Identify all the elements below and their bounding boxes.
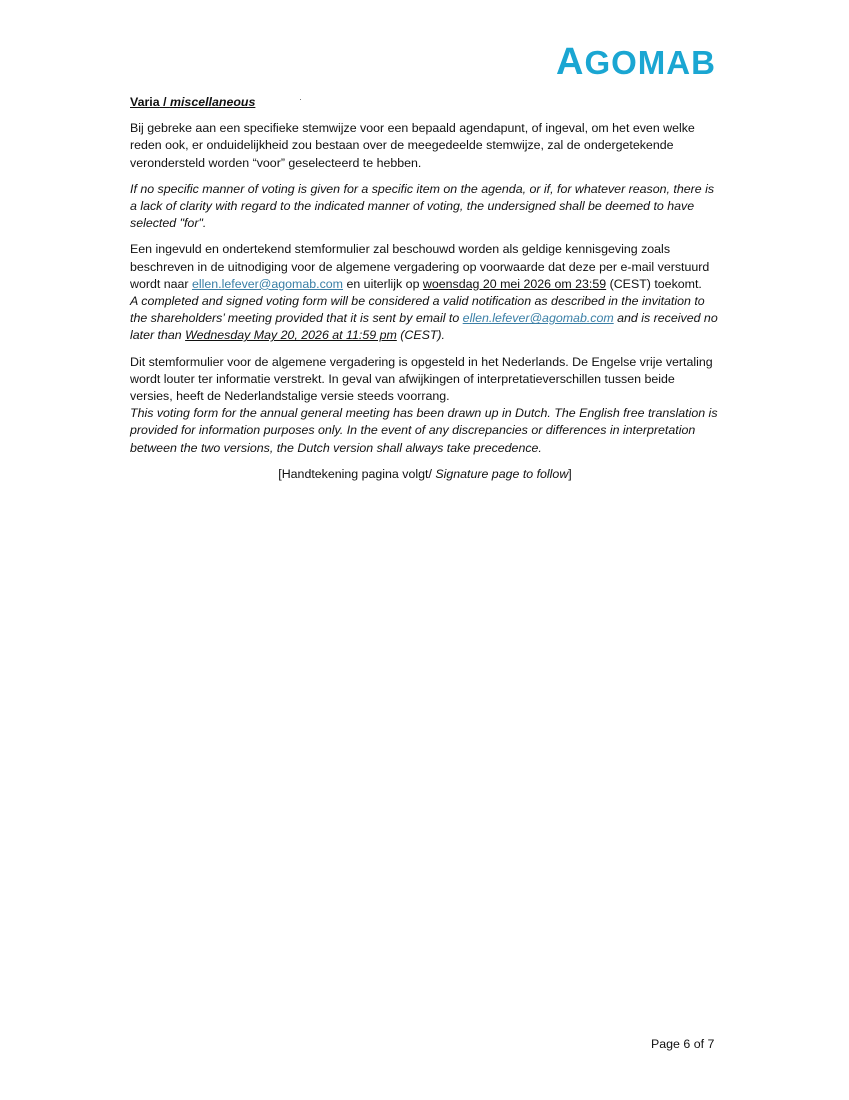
paragraph-notification-nl: Een ingevuld en ondertekend stemformulier zal beschouwd worden als geldige kennisgeving zoals beschreven in de uitnodiging voor de algemene vergadering op voorwaarde dat deze per e-mail verstuurd wordt naar ellen.lefever@agomab.com en uiterlijk op woensdag 20 mei 2026 om 23:59 (CEST) toekomt. — [130, 242, 710, 291]
email-link[interactable]: ellen.lefever@agomab.com — [191, 276, 344, 291]
email-link-en[interactable]: ellen.lefever@agomab.com — [462, 311, 614, 326]
deadline-en: Wednesday May 20, 2026 at 11:59 pm — [185, 328, 397, 343]
page-number: Page 6 of 7 — [651, 1037, 715, 1051]
paragraph-notification-en: A completed and signed voting form will be considered a valid notification as described in the invitation to the shareholders’ meeting provided that it is sent by email to ellen.lefever@agomab.com and is received no later than Wednesday May 20, 2026 at 11:59 pm (CEST). — [130, 294, 718, 343]
paragraph-default-vote-en: If no specific manner of voting is given for a specific item on the agenda, or if, for whatever reason, there is a lack of clarity with regard to the indicated manner of voting, the undersigned shall be deemed to have selected "for". — [130, 181, 715, 231]
deadline-nl: woensdag 20 mei 2026 om 23:59 — [422, 276, 607, 291]
signature-note: [Handtekening pagina volgt/ Signature page to follow] — [278, 466, 572, 481]
paragraph-language-en: This voting form for the annual general meeting has been drawn up in Dutch. The English free translation is provided for information purposes only. In the event of any discrepancies or differences in interpretation between the two versions, the Dutch version shall always take precedence. — [130, 406, 718, 455]
paragraph-language-nl: Dit stemformulier voor de algemene vergadering is opgesteld in het Nederlands. De Engelse vrije vertaling wordt louter ter informatie verstrekt. In geval van afwijkingen of interpretatieverschillen tussen beide versies, heeft de Nederlandstalige versie steeds voorrang. — [130, 354, 713, 404]
document-body — [130, 94, 720, 492]
section-heading: Varia / miscellaneous — [130, 95, 256, 109]
paragraph-default-vote-nl: Bij gebreke aan een specifieke stemwijze voor een bepaald agendapunt, of ingeval, om het even welke reden ook, er onduidelijkheid zou bestaan over de meegedeelde stemwijze, zal de ondergetekende verondersteld worden “voor” geselecteerd te hebben. — [130, 121, 695, 170]
agomab-logo: AGOMAB — [556, 41, 716, 83]
